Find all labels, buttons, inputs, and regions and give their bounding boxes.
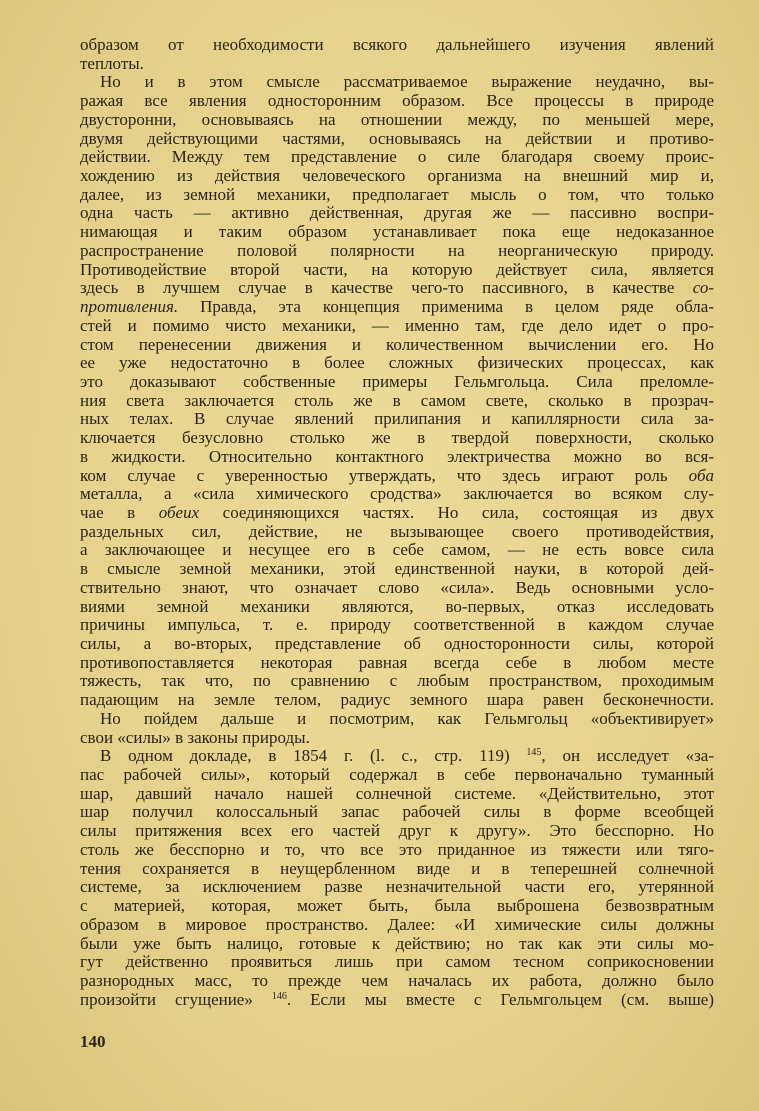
- text-segment: , он исследует «за-: [541, 746, 714, 766]
- text-line: [80, 785, 714, 804]
- text-line: [80, 860, 714, 879]
- text-line: [80, 429, 714, 448]
- text-segment: произойти сгущение»: [80, 989, 272, 1009]
- text-segment: были уже быть налицо, готовые к действию; но так как эти силы мо-: [80, 933, 714, 953]
- text-segment: шар получил колоссальный запас рабочей силы в форме всеобщей: [80, 802, 714, 822]
- text-line: [80, 279, 714, 298]
- text-segment: гут действенно проявиться лишь при самом тесном соприкосновении: [80, 952, 714, 972]
- text-segment: тения сохраняется в неущербленном виде и в теперешней солнечной: [80, 858, 714, 878]
- text-line: [80, 261, 714, 280]
- text-line: [80, 991, 714, 1010]
- text-segment: действии. Между тем представление о силе благодаря своему проис-: [80, 147, 714, 167]
- text-segment: распространение половой полярности на неорганическую природу.: [80, 240, 714, 260]
- text-segment: Правда, эта концепция применима в целом ряде обла-: [178, 297, 714, 317]
- emphasis-text: противления.: [80, 297, 179, 317]
- text-segment: силы притяжения всех его частей друг к другу». Это бесспорно. Но: [80, 821, 714, 841]
- text-line: [80, 317, 714, 336]
- text-segment: столь же бесспорно и то, что все это приданное из тяжести или тяго-: [80, 839, 714, 859]
- text-segment: металла, а «сила химического сродства» заключается во всяком слу-: [80, 484, 714, 504]
- emphasis-text: оба: [688, 465, 714, 485]
- text-segment: ее уже недостаточно в более сложных физических процессах, как: [80, 353, 714, 373]
- text-line: [80, 373, 714, 392]
- text-line: [80, 691, 714, 710]
- text-segment: раздельных сил, действие, не вызывающее своего противодействия,: [80, 521, 714, 541]
- text-segment: падающим на земле телом, радиус земного шара равен бесконечности.: [80, 690, 714, 710]
- text-line: [80, 354, 714, 373]
- text-segment: ных телах. В случае явлений прилипания и капиллярности сила за-: [80, 409, 714, 429]
- text-line: [80, 298, 714, 317]
- text-line: [80, 36, 714, 55]
- text-segment: в смысле земной механики, этой единственной науки, в которой дей-: [80, 559, 714, 579]
- text-segment: ком случае с уверенностью утверждать, что здесь играют роль: [80, 465, 689, 485]
- text-segment: образом от необходимости всякого дальнейшего изучения явлений: [80, 35, 714, 54]
- text-segment: нимающая и таким образом устанавливает пока еще недоказанное: [80, 222, 714, 242]
- text-line: [80, 523, 714, 542]
- text-line: [80, 803, 714, 822]
- text-segment: тяжесть, так что, по сравнению с любым пространством, проходимым: [80, 671, 714, 691]
- text-line: [80, 598, 714, 617]
- page-number: 140: [80, 1032, 106, 1051]
- text-line: [80, 935, 714, 954]
- text-line: [80, 953, 714, 972]
- text-line: [80, 167, 714, 186]
- footnote-ref: 145: [526, 747, 542, 759]
- text-segment: здесь в лучшем случае в качестве чего-то пассивного, в качестве: [80, 278, 693, 298]
- text-segment: виями земной механики являются, во-первых, отказ исследовать: [80, 596, 714, 616]
- text-line: [80, 654, 714, 673]
- text-line: [80, 504, 714, 523]
- text-segment: одна часть — активно действенная, другая же — пассивно воспри-: [80, 203, 714, 223]
- text-segment: с материей, которая, может быть, была выброшена безвозвратным: [80, 896, 714, 916]
- text-line: [80, 579, 714, 598]
- text-line: [80, 448, 714, 467]
- text-segment: противопоставляется некоторая равная всегда себе в любом месте: [80, 652, 714, 672]
- text-segment: стом перенесении движения и количественном вычислении его. Но: [80, 334, 714, 354]
- text-segment: ствительно знают, что означает слово «сила». Ведь основными усло-: [80, 577, 714, 597]
- text-segment: пас рабочей силы», который содержал в себе первоначально туманный: [80, 765, 714, 785]
- text-line: [80, 541, 714, 560]
- text-line: [80, 747, 714, 766]
- text-segment: причины импульса, т. е. природу соответственной в каждом случае: [80, 615, 714, 635]
- text-line: [80, 616, 714, 635]
- text-segment: стей и помимо чисто механики, — именно там, где дело идет о про-: [80, 315, 714, 335]
- text-line: [80, 710, 714, 729]
- emphasis-text: обеих: [158, 502, 200, 522]
- text-line: [80, 841, 714, 860]
- text-line: [80, 92, 714, 111]
- text-segment: разнородных масс, то прежде чем началась их работа, должно было: [80, 970, 714, 990]
- text-segment: хождению из действия человеческого организма на внешний мир и,: [80, 166, 714, 186]
- text-line: [80, 467, 714, 486]
- text-segment: а заключающее и несущее его в себе самом, — не есть вовсе сила: [80, 540, 714, 560]
- text-segment: В одном докладе, в 1854 г. (l. с., стр. 119): [100, 746, 527, 766]
- text-segment: . Если мы вместе с Гельмгольцем (см. выше): [286, 989, 714, 1009]
- text-line: [80, 410, 714, 429]
- text-line: [80, 73, 714, 92]
- text-line: [80, 672, 714, 691]
- text-segment: это доказывают собственные примеры Гельмгольца. Сила преломле-: [80, 371, 714, 391]
- text-segment: Противодействие второй части, на которую действует сила, является: [80, 259, 714, 279]
- text-line: [80, 560, 714, 579]
- text-line: [80, 55, 714, 74]
- text-line: [80, 130, 714, 149]
- text-line: [80, 635, 714, 654]
- text-segment: двусторонни, основываясь на отношении между, по меньшей мере,: [80, 109, 714, 129]
- footnote-ref: 146: [271, 990, 287, 1002]
- emphasis-text: со-: [692, 278, 714, 298]
- text-segment: ния света заключается столь же в самом свете, сколько в прозрач-: [80, 390, 714, 410]
- text-line: [80, 242, 714, 261]
- text-segment: ключается безусловно столько же в твердой поверхности, сколько: [80, 428, 714, 448]
- text-segment: системе, за исключением разве незначительной части его, утерянной: [80, 877, 714, 897]
- text-line: [80, 111, 714, 130]
- text-segment: теплоты.: [80, 53, 144, 73]
- text-segment: образом в мировое пространство. Далее: «И химические силы должны: [80, 914, 714, 934]
- text-segment: в жидкости. Относительно контактного электричества можно во вся-: [80, 446, 714, 466]
- text-line: [80, 822, 714, 841]
- text-line: [80, 148, 714, 167]
- body-text: [80, 36, 714, 1009]
- text-segment: Но пойдем дальше и посмотрим, как Гельмгольц «объективирует»: [100, 708, 714, 728]
- text-segment: чае в: [80, 502, 159, 522]
- text-line: [80, 485, 714, 504]
- text-segment: соединяющихся частях. Но сила, состоящая из двух: [199, 502, 714, 522]
- text-segment: силы, а во-вторых, представление об односторонности силы, которой: [80, 634, 714, 653]
- text-line: [80, 972, 714, 991]
- text-line: [80, 336, 714, 355]
- text-line: [80, 223, 714, 242]
- text-line: [80, 729, 714, 748]
- text-line: [80, 186, 714, 205]
- text-segment: шар, давший начало нашей солнечной системе. «Действительно, этот: [80, 783, 714, 803]
- text-line: [80, 916, 714, 935]
- text-line: [80, 204, 714, 223]
- text-segment: Но и в этом смысле рассматриваемое выражение неудачно, вы-: [100, 72, 714, 92]
- text-line: [80, 897, 714, 916]
- text-line: [80, 878, 714, 897]
- text-segment: далее, из земной механики, предполагает мысль о том, что только: [80, 184, 714, 204]
- text-segment: ражая все явления односторонним образом. Все процессы в природе: [80, 91, 714, 111]
- text-line: [80, 766, 714, 785]
- text-segment: свои «силы» в законы природы.: [80, 727, 310, 747]
- text-line: [80, 392, 714, 411]
- text-segment: двумя действующими частями, основываясь на действии и противо-: [80, 128, 714, 148]
